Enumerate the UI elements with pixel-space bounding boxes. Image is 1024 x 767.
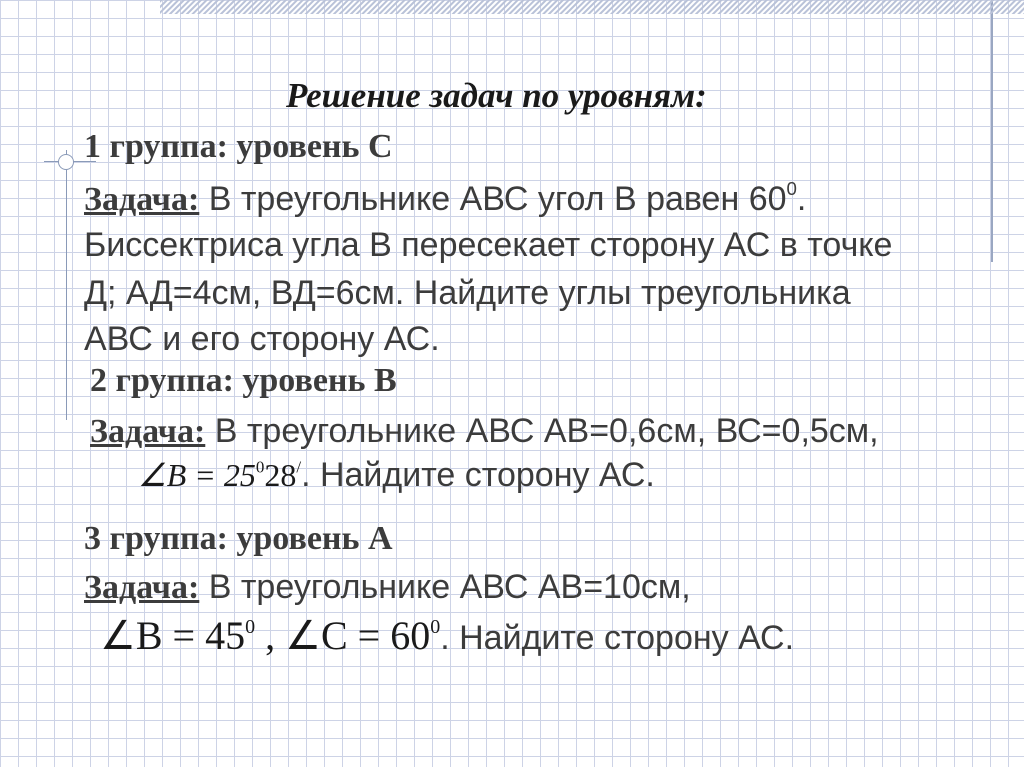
group3-formula-angle-c: ∠C = 60 bbox=[285, 613, 431, 658]
group2-task-line1 bbox=[90, 412, 879, 451]
group2-title: 2 группа: уровень В bbox=[90, 362, 397, 399]
top-stripe bbox=[160, 0, 1024, 16]
group3-task-text1: В треугольнике АВС АВ=10см, bbox=[199, 568, 691, 606]
right-vertical-line bbox=[991, 0, 993, 262]
group2-formula-prime: / bbox=[296, 457, 302, 477]
group2-task-label: Задача: bbox=[90, 413, 206, 450]
group2-task-text2: . Найдите сторону АС. bbox=[301, 456, 655, 494]
group1-task-text1: В треугольнике АВС угол В равен 60 bbox=[199, 179, 787, 218]
group2-task-text1: В треугольнике АВС АВ=0,6см, ВС=0,5см, bbox=[205, 412, 879, 450]
group1-title: 1 группа: уровень С bbox=[84, 128, 393, 165]
group3-title: 3 группа: уровень А bbox=[84, 520, 393, 557]
page-title: Решение задач по уровням: bbox=[286, 76, 707, 115]
group1-task-text1-end: . bbox=[796, 179, 807, 218]
group1-task-line3: Д; АД=4см, ВД=6см. Найдите углы треугольника bbox=[84, 274, 851, 312]
frame-circle-ornament bbox=[58, 154, 74, 170]
group1-task-line4: АВС и его сторону АС. bbox=[84, 320, 440, 358]
group1-degree: 0 bbox=[786, 178, 797, 199]
group3-formula-b-degree: 0 bbox=[245, 616, 256, 638]
group3-task-line2 bbox=[100, 612, 794, 659]
group3-formula-c-degree: 0 bbox=[430, 616, 441, 638]
group3-formula-separator: , bbox=[255, 613, 286, 658]
group2-formula-minutes: 28 bbox=[264, 457, 297, 493]
group1-task-line2: Биссектриса угла В пересекает сторону АС в точке bbox=[84, 226, 893, 264]
group3-task-label: Задача: bbox=[84, 569, 200, 606]
group3-task-text2: . Найдите сторону АС. bbox=[440, 619, 795, 657]
group2-formula-degree: 0 bbox=[255, 457, 265, 477]
group3-formula-angle-b: ∠B = 45 bbox=[100, 613, 246, 658]
frame-vertical-line bbox=[66, 150, 67, 420]
group2-formula-angle: ∠B = 25 bbox=[138, 457, 256, 493]
group1-task-line1 bbox=[84, 178, 806, 219]
group3-task-line1 bbox=[84, 568, 691, 607]
group2-task-line2 bbox=[138, 456, 655, 495]
group1-task-label: Задача: bbox=[84, 180, 200, 218]
